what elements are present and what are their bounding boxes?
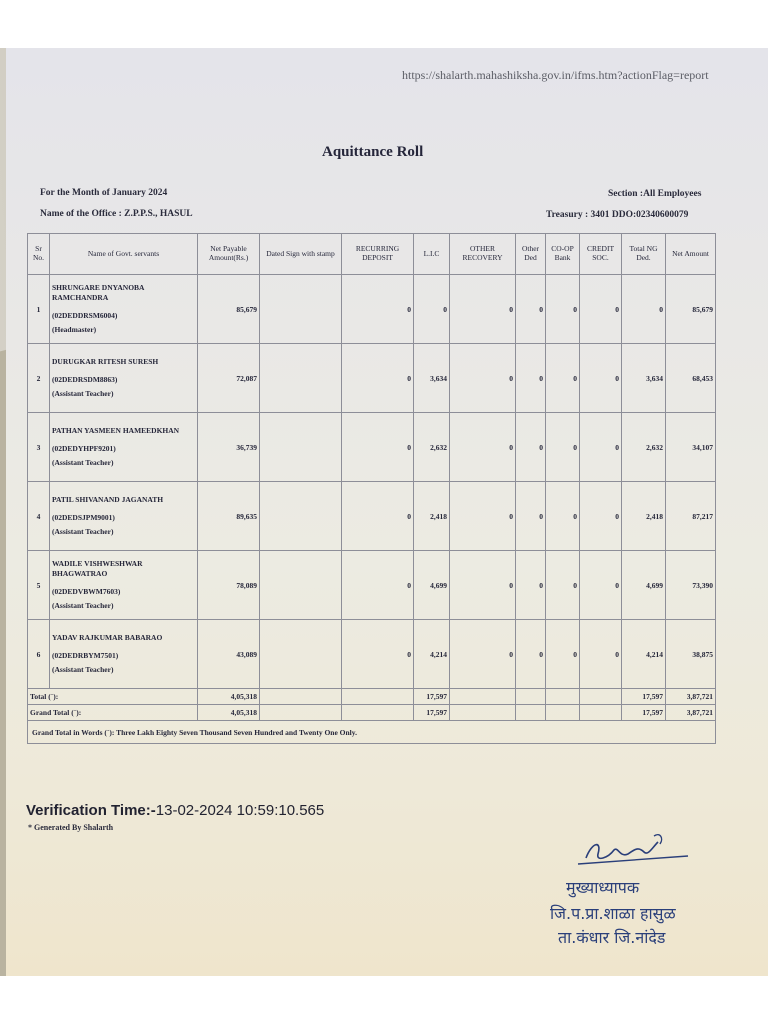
total-ng-cell: 3,634 [622,344,666,413]
headmaster-stamp [538,828,738,968]
office-label: Name of the Office : Z.P.P.S., HASUL [40,209,193,219]
total-ng-cell: 4,699 [622,551,666,620]
page-title: Aquittance Roll [322,144,424,160]
other-ded-cell: 0 [516,413,546,482]
employee-cell [50,551,198,620]
treasury-label: Treasury : 3401 DDO:02340600079 [546,210,689,220]
col-header: Net Amount [666,234,716,275]
employee-designation: (Assistant Teacher) [52,527,114,537]
employee-designation: (Assistant Teacher) [52,665,114,675]
total-ng-cell: 2,632 [622,413,666,482]
employee-cell [50,482,198,551]
net-amount-cell: 38,875 [666,620,716,689]
net-payable-cell: 72,087 [198,344,260,413]
coop-cell: 0 [546,551,580,620]
employee-designation: (Assistant Teacher) [52,601,114,611]
lic-cell: 3,634 [414,344,450,413]
net-amount-cell: 87,217 [666,482,716,551]
col-header: Sr No. [28,234,50,275]
generated-by: * Generated By Shalarth [28,823,114,832]
employee-cell [50,344,198,413]
sign-cell [260,275,342,344]
col-header: RECURRING DEPOSIT [342,234,414,275]
employee-code: (02DEDRSDM8863) [52,374,118,384]
sign-cell [260,413,342,482]
other-ded-cell: 0 [516,344,546,413]
sign-cell [260,482,342,551]
credit-soc-cell: 0 [580,482,622,551]
verification-time [26,802,324,819]
coop-cell: 0 [546,413,580,482]
other-ded-cell: 0 [516,620,546,689]
grand-total-net-payable: 4,05,318 [198,705,260,721]
col-header: OTHER RECOVERY [450,234,516,275]
col-header: Total NG Ded. [622,234,666,275]
col-header: L.I.C [414,234,450,275]
other-recovery-cell: 0 [450,275,516,344]
sr-cell: 3 [28,413,50,482]
lic-cell: 2,632 [414,413,450,482]
table-row [28,482,716,551]
total-ng-cell: 2,418 [622,482,666,551]
net-payable-cell: 43,089 [198,620,260,689]
employee-name: DURUGKAR RITESH SURESH [52,356,159,366]
employee-designation: (Assistant Teacher) [52,389,114,399]
other-ded-cell: 0 [516,551,546,620]
net-payable-cell: 36,739 [198,413,260,482]
other-recovery-cell: 0 [450,344,516,413]
lic-cell: 2,418 [414,482,450,551]
sr-cell: 6 [28,620,50,689]
coop-cell: 0 [546,275,580,344]
other-recovery-cell: 0 [450,620,516,689]
sr-cell: 5 [28,551,50,620]
employee-name: PATHAN YASMEEN HAMEEDKHAN [52,425,180,435]
month-label: For the Month of January 2024 [40,188,168,198]
verification-label: Verification Time:- [26,802,156,819]
total-row [28,689,716,705]
total-in-words: Grand Total in Words (`): Three Lakh Eighty Seven Thousand Seven Hundred and Twenty One Only. [28,721,716,744]
employee-designation: (Headmaster) [52,325,97,335]
coop-cell: 0 [546,344,580,413]
sign-cell [260,620,342,689]
rd-cell: 0 [342,344,414,413]
credit-soc-cell: 0 [580,620,622,689]
col-header: Dated Sign with stamp [260,234,342,275]
grand-total-net-amount: 3,87,721 [666,705,716,721]
employee-cell [50,620,198,689]
table-header-row [28,234,716,275]
sr-cell: 4 [28,482,50,551]
rd-cell: 0 [342,275,414,344]
grand-total-ng-ded: 17,597 [622,705,666,721]
paper-sheet [6,48,768,976]
employee-cell [50,413,198,482]
total-in-words-row [28,721,716,744]
employee-code: (02DEDDRSM6004) [52,311,118,320]
net-amount-cell: 34,107 [666,413,716,482]
total-ng-cell: 0 [622,275,666,344]
section-label: Section :All Employees [608,189,702,199]
other-recovery-cell: 0 [450,482,516,551]
net-payable-cell: 78,089 [198,551,260,620]
lic-cell: 0 [414,275,450,344]
col-header: CO-OP Bank [546,234,580,275]
total-ng-cell: 4,214 [622,620,666,689]
grand-total-label: Grand Total (`): [28,705,198,721]
rd-cell: 0 [342,620,414,689]
credit-soc-cell: 0 [580,551,622,620]
table-row [28,413,716,482]
total-ng-ded: 17,597 [622,689,666,705]
net-amount-cell: 68,453 [666,344,716,413]
net-amount-cell: 85,679 [666,275,716,344]
credit-soc-cell: 0 [580,344,622,413]
employee-code: (02DEDRBYM7501) [52,650,119,660]
employee-name: YADAV RAJKUMAR BABARAO [52,632,163,642]
employee-designation: (Assistant Teacher) [52,458,114,468]
sr-cell: 1 [28,275,50,344]
coop-cell: 0 [546,620,580,689]
col-header: Other Ded [516,234,546,275]
other-ded-cell: 0 [516,482,546,551]
net-amount-cell: 73,390 [666,551,716,620]
col-header: CREDIT SOC. [580,234,622,275]
sign-cell [260,551,342,620]
employee-code: (02DEDYHPF9201) [52,443,116,453]
employee-name: PATIL SHIVANAND JAGANATH [52,494,164,504]
employee-cell [50,275,198,344]
employee-name: WADILE VISHWESHWAR BHAGWATRAO [52,558,143,578]
table-row [28,620,716,689]
signature-icon [568,828,698,872]
table-row [28,344,716,413]
credit-soc-cell: 0 [580,275,622,344]
table-row [28,551,716,620]
other-recovery-cell: 0 [450,413,516,482]
employee-code: (02DEDSJPM9001) [52,512,115,522]
acquittance-table [27,233,716,744]
col-header: Name of Govt. servants [50,234,198,275]
net-payable-cell: 89,635 [198,482,260,551]
total-net-amount: 3,87,721 [666,689,716,705]
total-lic: 17,597 [414,689,450,705]
employee-name: SHRUNGARE DNYANOBA RAMCHANDRA [52,282,145,302]
lic-cell: 4,699 [414,551,450,620]
col-header: Net Payable Amount(Rs.) [198,234,260,275]
sr-cell: 2 [28,344,50,413]
document-photo [0,48,768,976]
stamp-school: जि.प.प्रा.शाळा हासुळ [550,904,676,923]
credit-soc-cell: 0 [580,413,622,482]
net-payable-cell: 85,679 [198,275,260,344]
grand-total-row [28,705,716,721]
other-recovery-cell: 0 [450,551,516,620]
table-row [28,275,716,344]
stamp-designation: मुख्याध्यापक [566,878,640,897]
page-url: https://shalarth.mahashiksha.gov.in/ifms.htm?actionFlag=report [402,68,709,82]
rd-cell: 0 [342,551,414,620]
other-ded-cell: 0 [516,275,546,344]
stamp-location: ता.कंधार जि.नांदेड [558,928,666,947]
grand-total-lic: 17,597 [414,705,450,721]
total-net-payable: 4,05,318 [198,689,260,705]
total-label: Total (`): [28,689,198,705]
employee-code: (02DEDVBWM7603) [52,587,121,596]
verification-value: 13-02-2024 10:59:10.565 [155,802,325,819]
sign-cell [260,344,342,413]
rd-cell: 0 [342,413,414,482]
rd-cell: 0 [342,482,414,551]
lic-cell: 4,214 [414,620,450,689]
coop-cell: 0 [546,482,580,551]
